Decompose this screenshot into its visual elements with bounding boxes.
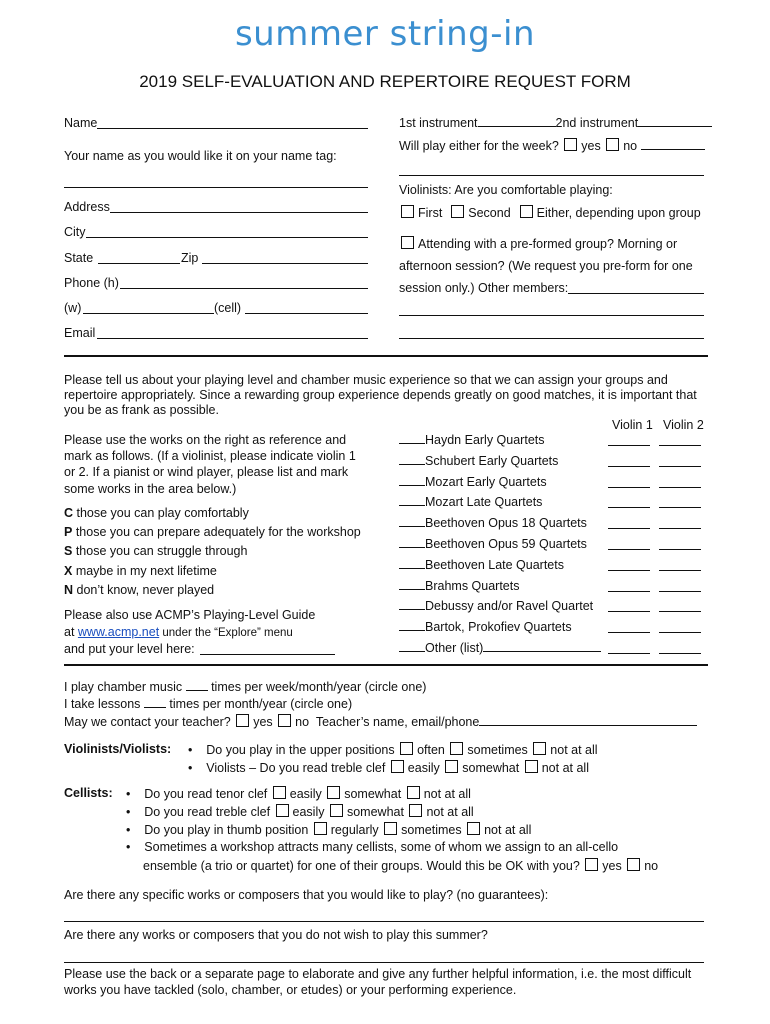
- preformed-checkbox[interactable]: [401, 236, 414, 249]
- tenor-easily-checkbox[interactable]: [273, 786, 286, 799]
- acmp-explore: under the “Explore” menu: [159, 627, 293, 639]
- contact-no-label: no: [295, 715, 310, 729]
- phone-home-field[interactable]: [120, 288, 368, 289]
- opt-label: regularly: [330, 823, 379, 837]
- code-letter: C: [64, 506, 74, 520]
- state-label: State: [64, 251, 94, 265]
- code-x: [64, 564, 217, 578]
- tenor-notatall-checkbox[interactable]: [407, 786, 420, 799]
- acmp-line2: [64, 625, 293, 639]
- repertoire-row: [399, 495, 542, 509]
- violin1-header: Violin 1: [612, 418, 653, 432]
- name-field[interactable]: [97, 128, 368, 129]
- other-members-field[interactable]: [568, 293, 704, 294]
- zip-field[interactable]: [202, 263, 368, 264]
- opt-label: sometimes: [401, 823, 462, 837]
- upper-sometimes-checkbox[interactable]: [450, 742, 463, 755]
- violin2-mark-field[interactable]: [659, 528, 701, 529]
- treble-notatall-checkbox[interactable]: [525, 760, 538, 773]
- opt-label: easily: [292, 805, 325, 819]
- repertoire-row: [399, 558, 564, 572]
- thumb-regularly-checkbox[interactable]: [314, 822, 327, 835]
- first-instrument-text: 1st instrument: [399, 116, 478, 130]
- opt-label: not at all: [426, 805, 474, 819]
- violin-preference-row: [399, 205, 701, 220]
- repertoire-work-label: Brahms Quartets: [425, 578, 520, 593]
- opt-label: somewhat: [344, 787, 402, 801]
- first-checkbox[interactable]: [401, 205, 414, 218]
- second-label: Second: [468, 206, 511, 220]
- violin2-mark-field[interactable]: [659, 507, 701, 508]
- repertoire-mark-field[interactable]: [399, 475, 425, 486]
- cellists-q4a: • Sometimes a workshop attracts many cellists, some of whom we assign to an all-cello: [126, 840, 619, 854]
- either-group-checkbox[interactable]: [520, 205, 533, 218]
- cellists-label: Cellists:: [64, 786, 113, 800]
- code-text: those you can play comfortably: [73, 506, 249, 520]
- code-text: don’t know, never played: [73, 583, 215, 597]
- repertoire-mark-field[interactable]: [399, 495, 425, 506]
- first-label: First: [418, 206, 443, 220]
- opt-label: not at all: [423, 787, 471, 801]
- play-text-b: times per week/month/year (circle one): [211, 680, 427, 694]
- violin1-mark-field[interactable]: [608, 570, 650, 571]
- repertoire-row: [399, 433, 545, 447]
- nametag-field[interactable]: [64, 187, 368, 188]
- violin2-mark-field[interactable]: [659, 653, 701, 654]
- violin2-mark-field[interactable]: [659, 570, 701, 571]
- instructions-line3: or 2. If a pianist or wind player, please list and mark: [64, 465, 349, 479]
- teacher-label: Teacher’s name, email/phone: [315, 715, 480, 729]
- either-week-yes-label: yes: [581, 139, 601, 153]
- code-letter: P: [64, 525, 73, 539]
- first-instrument-label: [399, 116, 712, 130]
- opt-label: not at all: [484, 823, 532, 837]
- either-week-yes-checkbox[interactable]: [564, 138, 577, 151]
- repertoire-mark-field[interactable]: [399, 433, 425, 444]
- code-letter: N: [64, 583, 74, 597]
- either-group-label: Either, depending upon group: [536, 206, 701, 220]
- contact-yes-label: yes: [253, 715, 273, 729]
- repertoire-work-label: Schubert Early Quartets: [425, 453, 559, 468]
- code-s: [64, 544, 247, 558]
- phone-cell-field[interactable]: [245, 313, 368, 314]
- violinists-q1: • Do you play in the upper positions often sometimes not at all: [188, 743, 598, 757]
- violin1-mark-field[interactable]: [608, 611, 650, 612]
- cellists-q1: • Do you read tenor clef easily somewhat not at all: [126, 787, 471, 801]
- preformed-line3: session only.) Other members:: [399, 281, 569, 295]
- violin2-mark-field[interactable]: [659, 591, 701, 592]
- lessons-field[interactable]: [144, 697, 166, 708]
- q-text: Sometimes a workshop attracts many cellists, some of whom we assign to an all-cello: [144, 840, 619, 854]
- code-n: [64, 583, 214, 597]
- violin2-mark-field[interactable]: [659, 632, 701, 633]
- violin1-mark-field[interactable]: [608, 445, 650, 446]
- ctreble-easily-checkbox[interactable]: [276, 804, 289, 817]
- not-wish-question: Are there any works or composers that you do not wish to play this summer?: [64, 928, 488, 942]
- repertoire-work-label: Beethoven Opus 18 Quartets: [425, 516, 587, 531]
- violinists-question: Violinists: Are you comfortable playing:: [399, 183, 613, 197]
- address-field[interactable]: [110, 212, 368, 213]
- code-c: [64, 506, 249, 520]
- q-text: Do you play in thumb position: [144, 823, 309, 837]
- instrument-extra-line[interactable]: [399, 175, 704, 176]
- repertoire-row: [399, 599, 593, 613]
- code-text: maybe in my next lifetime: [72, 564, 217, 578]
- repertoire-row: [399, 475, 547, 489]
- second-instrument-field[interactable]: [638, 116, 712, 127]
- contact-no-checkbox[interactable]: [278, 714, 291, 727]
- either-week-no-label: no: [623, 139, 638, 153]
- violin2-mark-field[interactable]: [659, 466, 701, 467]
- cellists-q3: • Do you play in thumb position regularly sometimes not at all: [126, 823, 532, 837]
- violinists-label: Violinists/Violists:: [64, 742, 172, 756]
- treble-easily-checkbox[interactable]: [391, 760, 404, 773]
- code-letter: S: [64, 544, 73, 558]
- violin1-mark-field[interactable]: [608, 653, 650, 654]
- preformed-line1: [399, 236, 677, 251]
- second-instrument-text: 2nd instrument: [555, 116, 639, 130]
- intro-line3: you be as frank as possible.: [64, 403, 219, 417]
- play-text-a: I play chamber music: [64, 680, 183, 694]
- not-wish-field[interactable]: [64, 962, 704, 963]
- repertoire-row: [399, 454, 558, 468]
- q-text: ensemble (a trio or quartet) for one of their groups. Would this be OK with you?: [143, 859, 580, 873]
- phone-cell-label: (cell): [214, 301, 242, 315]
- lessons-row: [64, 697, 352, 711]
- ctreble-notatall-checkbox[interactable]: [409, 804, 422, 817]
- instructions-line1: Please use the works on the right as reference and: [64, 433, 347, 447]
- acmp-link[interactable]: www.acmp.net: [77, 625, 160, 639]
- repertoire-row: [399, 537, 587, 551]
- violin1-mark-field[interactable]: [608, 507, 650, 508]
- either-week-label: Will play either for the week?: [399, 139, 559, 153]
- violin1-mark-field[interactable]: [608, 632, 650, 633]
- opt-label: easily: [289, 787, 322, 801]
- preformed-line2: afternoon session? (We request you pre-form for one: [399, 259, 693, 273]
- preformed-text-1: Attending with a pre-formed group? Morning or: [418, 237, 678, 251]
- violin1-mark-field[interactable]: [608, 487, 650, 488]
- upper-often-checkbox[interactable]: [400, 742, 413, 755]
- violinists-q2: • Violists – Do you read treble clef easily somewhat not at all: [188, 761, 589, 775]
- treble-somewhat-checkbox[interactable]: [445, 760, 458, 773]
- either-week-field[interactable]: [641, 139, 705, 150]
- opt-label: somewhat: [346, 805, 404, 819]
- cellists-q2: • Do you read treble clef easily somewhat not at all: [126, 805, 474, 819]
- code-text: those you can struggle through: [72, 544, 248, 558]
- city-field[interactable]: [86, 237, 368, 238]
- violin2-header: Violin 2: [663, 418, 704, 432]
- repertoire-mark-field[interactable]: [399, 641, 425, 652]
- phone-work-label: (w): [64, 301, 82, 315]
- phone-home-label: Phone (h): [64, 276, 119, 290]
- opt-label: easily: [407, 761, 440, 775]
- lessons-text-a: I take lessons: [64, 697, 141, 711]
- q-text: Do you read treble clef: [144, 805, 271, 819]
- email-label: Email: [64, 326, 96, 340]
- other-members-line3[interactable]: [399, 338, 704, 339]
- repertoire-mark-field[interactable]: [399, 537, 425, 548]
- acmp-line1: Please also use ACMP’s Playing-Level Guide: [64, 608, 316, 622]
- violin1-mark-field[interactable]: [608, 466, 650, 467]
- contact-yes-checkbox[interactable]: [236, 714, 249, 727]
- repertoire-work-label: Mozart Late Quartets: [425, 495, 543, 510]
- repertoire-row: [399, 620, 572, 634]
- opt-label: sometimes: [467, 743, 528, 757]
- repertoire-work-label: Haydn Early Quartets: [425, 433, 545, 447]
- level-field[interactable]: [200, 654, 335, 655]
- first-instrument-field[interactable]: [478, 116, 556, 127]
- repertoire-work-label: Bartok, Prokofiev Quartets: [425, 620, 572, 635]
- section-divider-2: [64, 664, 708, 666]
- back-info-line2: works you have tackled (solo, chamber, or etudes) or your performing experience.: [64, 983, 517, 997]
- ctreble-somewhat-checkbox[interactable]: [330, 804, 343, 817]
- thumb-sometimes-checkbox[interactable]: [384, 822, 397, 835]
- opt-label: often: [417, 743, 445, 757]
- play-frequency-row: [64, 680, 426, 694]
- tenor-somewhat-checkbox[interactable]: [327, 786, 340, 799]
- nametag-label: Your name as you would like it on your name tag:: [64, 149, 337, 163]
- opt-label: no: [644, 859, 659, 873]
- opt-label: somewhat: [462, 761, 520, 775]
- violin1-mark-field[interactable]: [608, 528, 650, 529]
- repertoire-mark-field[interactable]: [399, 599, 425, 610]
- opt-label: not at all: [541, 761, 589, 775]
- name-label: Name: [64, 116, 98, 130]
- repertoire-row: [399, 579, 519, 593]
- repertoire-mark-field[interactable]: [399, 579, 425, 590]
- other-members-line2[interactable]: [399, 315, 704, 316]
- q-text: Do you play in the upper positions: [206, 743, 395, 757]
- violin1-mark-field[interactable]: [608, 549, 650, 550]
- lessons-text-b: times per month/year (circle one): [169, 697, 353, 711]
- repertoire-work-label: Mozart Early Quartets: [425, 474, 547, 489]
- repertoire-work-label: Debussy and/or Ravel Quartet: [425, 599, 594, 614]
- intro-line1: Please tell us about your playing level and chamber music experience so that we can assign your groups and: [64, 373, 668, 387]
- repertoire-row: [399, 641, 601, 655]
- repertoire-mark-field[interactable]: [399, 516, 425, 527]
- code-text: those you can prepare adequately for the workshop: [72, 525, 361, 539]
- violin2-mark-field[interactable]: [659, 549, 701, 550]
- teacher-field[interactable]: [479, 715, 697, 726]
- thumb-notatall-checkbox[interactable]: [467, 822, 480, 835]
- violin2-mark-field[interactable]: [659, 487, 701, 488]
- code-letter: X: [64, 564, 73, 578]
- other-list-field[interactable]: [483, 641, 601, 652]
- code-p: [64, 525, 361, 539]
- opt-label: not at all: [550, 743, 598, 757]
- acmp-at: at: [64, 625, 78, 639]
- zip-label: Zip: [181, 251, 199, 265]
- cello-ensemble-yes-checkbox[interactable]: [585, 858, 598, 871]
- contact-teacher-label: May we contact your teacher?: [64, 715, 231, 729]
- section-divider: [64, 355, 708, 357]
- repertoire-mark-field[interactable]: [399, 558, 425, 569]
- city-label: City: [64, 225, 86, 239]
- violin2-mark-field[interactable]: [659, 611, 701, 612]
- email-field[interactable]: [97, 338, 368, 339]
- form-title: 2019 SELF-EVALUATION AND REPERTOIRE REQUEST FORM: [139, 72, 631, 91]
- acmp-line3: and put your level here:: [64, 642, 195, 656]
- repertoire-mark-field[interactable]: [399, 454, 425, 465]
- repertoire-work-label: Beethoven Opus 59 Quartets: [425, 537, 587, 551]
- repertoire-work-label: Beethoven Late Quartets: [425, 557, 564, 572]
- opt-label: yes: [602, 859, 622, 873]
- upper-notatall-checkbox[interactable]: [533, 742, 546, 755]
- repertoire-mark-field[interactable]: [399, 620, 425, 631]
- specific-works-field[interactable]: [64, 921, 704, 922]
- summer-string-in-logo: summer string-in: [234, 14, 536, 54]
- repertoire-row: [399, 516, 587, 530]
- violin1-mark-field[interactable]: [608, 591, 650, 592]
- play-frequency-field[interactable]: [186, 680, 208, 691]
- instructions-line4: some works in the area below.): [64, 482, 237, 496]
- violin2-mark-field[interactable]: [659, 445, 701, 446]
- instructions-line2: mark as follows. (If a violinist, please indicate violin 1: [64, 449, 356, 463]
- cellists-q4b: [143, 858, 658, 873]
- phone-work-field[interactable]: [83, 313, 214, 314]
- repertoire-work-label: Other (list): [425, 641, 484, 655]
- specific-works-question: Are there any specific works or composers that you would like to play? (no guarantees):: [64, 888, 549, 902]
- either-week-row: [399, 138, 705, 153]
- state-field[interactable]: [98, 263, 180, 264]
- back-info-line1: Please use the back or a separate page to elaborate and give any further helpful information, i.e. the most difficult: [64, 967, 692, 981]
- either-week-no-checkbox[interactable]: [606, 138, 619, 151]
- contact-teacher-row: [64, 714, 697, 729]
- q-text: Violists – Do you read treble clef: [206, 761, 386, 775]
- intro-line2: repertoire appropriately. Since a rewarding group experience depends greatly on good matches, it is important that: [64, 388, 697, 402]
- q-text: Do you read tenor clef: [144, 787, 268, 801]
- address-label: Address: [64, 200, 110, 214]
- cello-ensemble-no-checkbox[interactable]: [627, 858, 640, 871]
- second-checkbox[interactable]: [451, 205, 464, 218]
